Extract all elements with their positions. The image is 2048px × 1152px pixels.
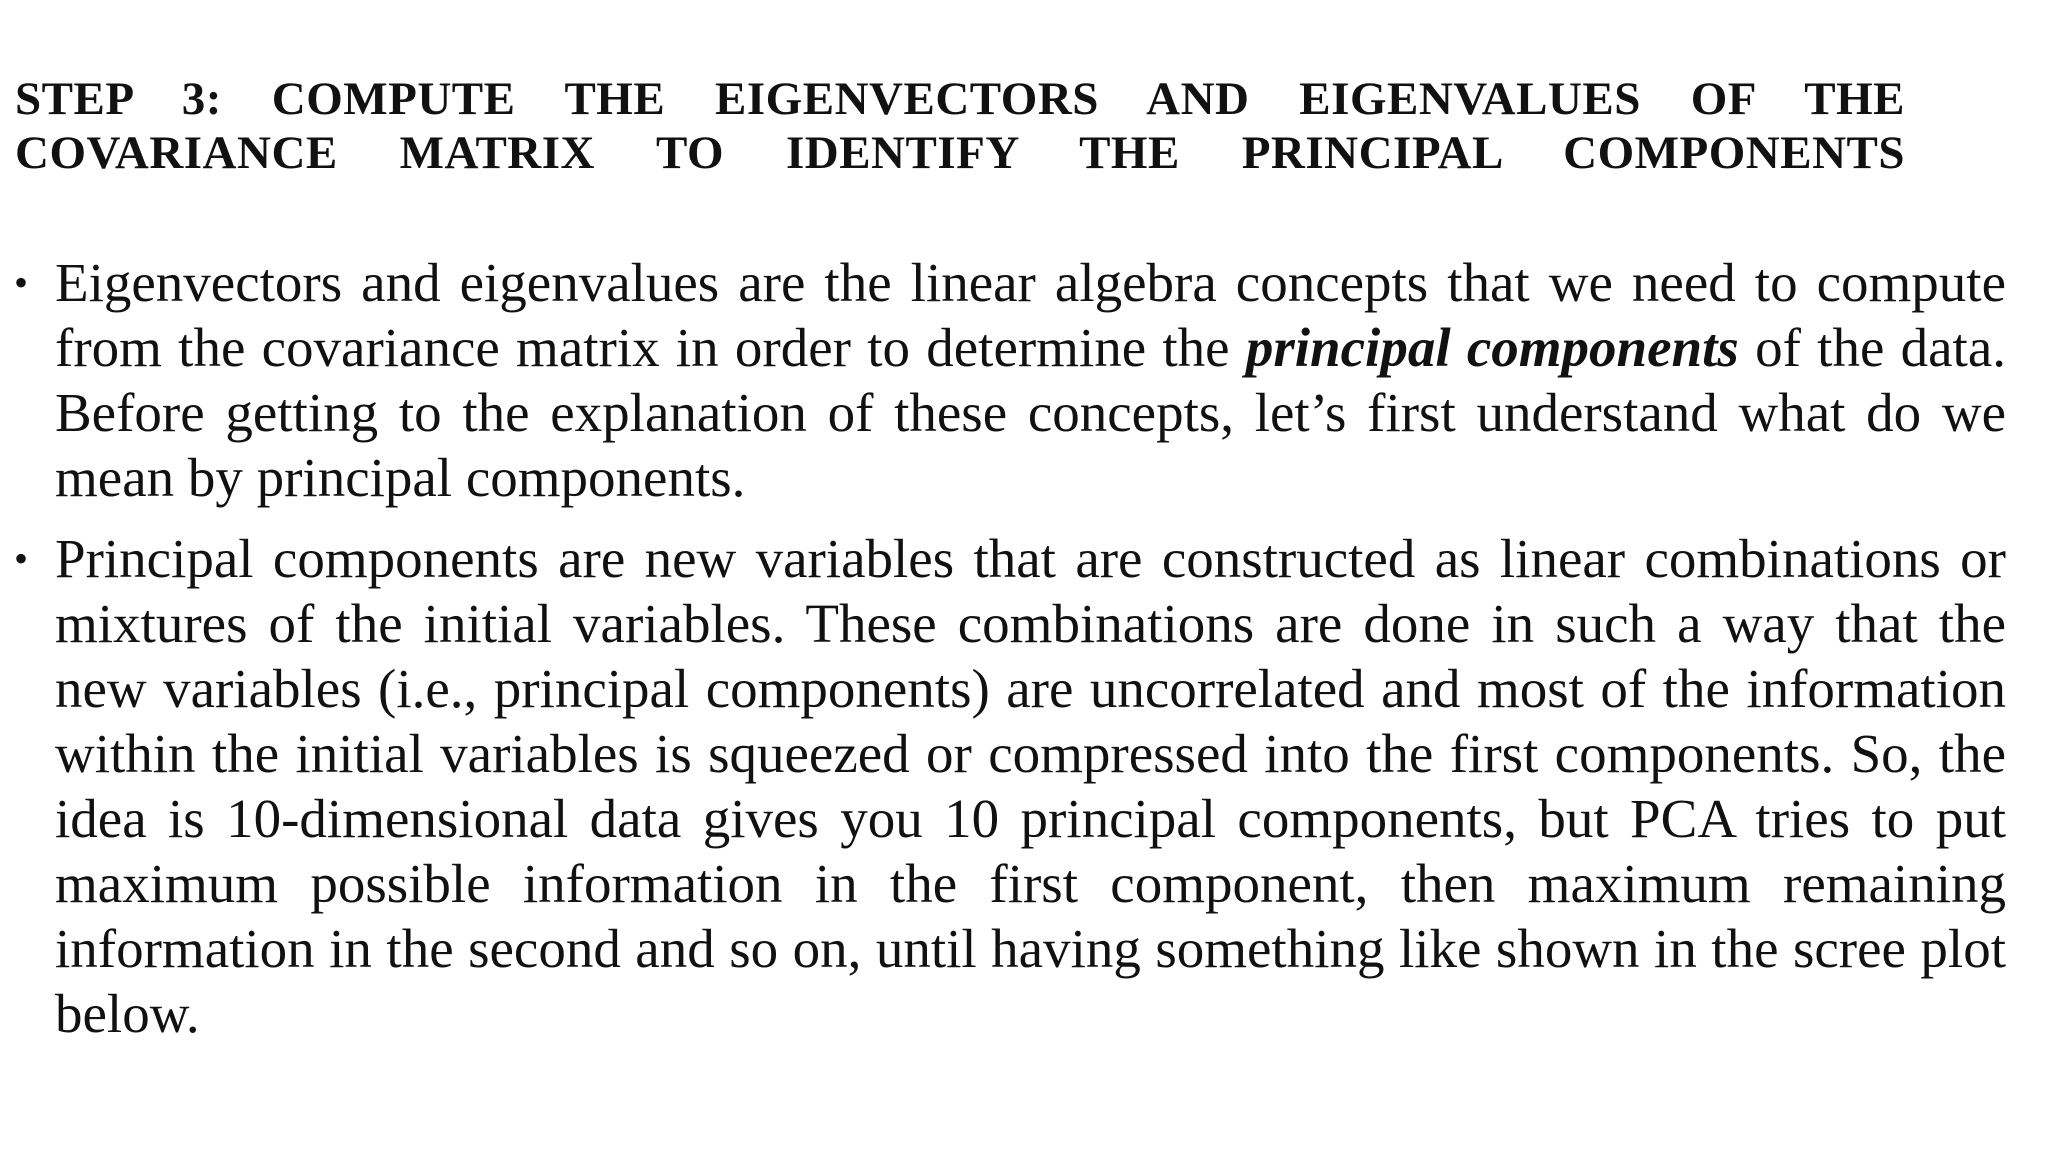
bullet-dot-icon: • [14,260,29,305]
slide-title-line-1: STEP 3: COMPUTE THE EIGENVECTORS AND EIGENVALUES OF THE [15,73,1905,125]
slide-title-line-2: COVARIANCE MATRIX TO IDENTIFY THE PRINCIPAL COMPONENTS [15,127,1905,179]
bullet-text [55,252,2006,508]
bullet-emphasis-principal-components: principal components [1245,317,1739,378]
slide-title [15,72,1905,180]
bullet-list [0,250,2048,1062]
bullet-text-part-a: Eigenvectors and eigenvalues are the linear algebra concepts that we need to compute from the covariance matrix in order to determine the [55,252,2006,378]
bullet-item-principal-components [0,526,2048,1046]
bullet-text-part-b: of the data. Before getting to the explanation of these concepts, let’s first understand what do we mean by principal components. [55,317,2006,508]
bullet-text: Principal components are new variables that are constructed as linear combinations or mixtures of the initial variables. These combinations are done in such a way that the new variables (i.e., principal components) are uncorrelated and most of the information within the initial variables is squeezed or compressed into the first components. So, the idea is 10-dimensional data gives you 10 principal components, but PCA tries to put maximum possible information in the first component, then maximum remaining information in the second and so on, until having something like shown in the scree plot below. [55,528,2006,1044]
bullet-item-eigenvectors [0,250,2048,510]
bullet-dot-icon: • [14,536,29,581]
